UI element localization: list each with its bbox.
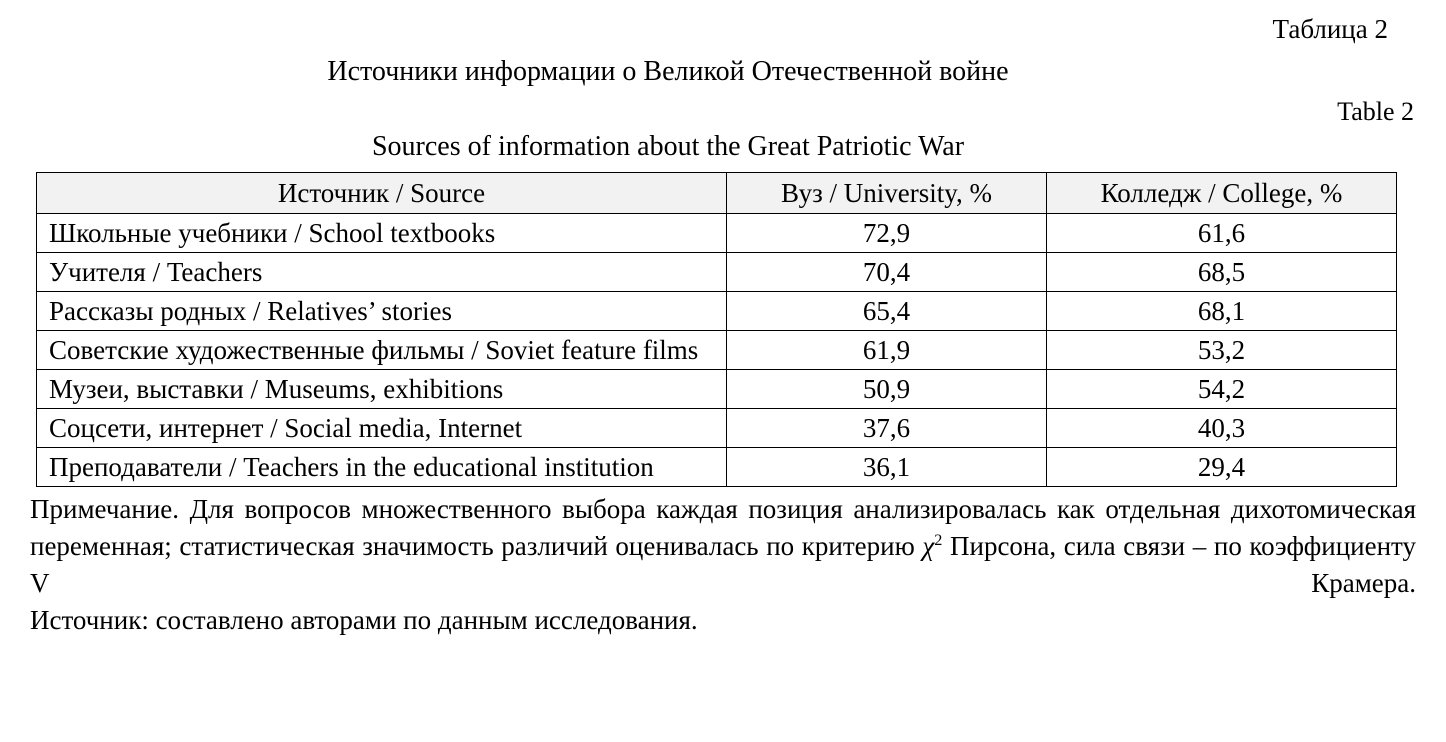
table-label-ru: Таблица 2 <box>1272 14 1388 44</box>
cell-source: Музеи, выставки / Museums, exhibitions <box>37 370 727 409</box>
cell-source: Соцсети, интернет / Social media, Internet <box>37 409 727 448</box>
cell-college: 68,5 <box>1047 253 1397 292</box>
table-header-row <box>37 173 1397 214</box>
cell-college: 68,1 <box>1047 292 1397 331</box>
table-label-en: Table 2 <box>1337 97 1414 126</box>
table-row <box>37 214 1397 253</box>
note-prefix-text: Примечание. Для вопросов множественного выбора каждая позиция анализировалась как отдельная дихотомическая переменная; статистическая значимость различий оценивалась по критерию <box>30 494 1416 561</box>
cell-university: 70,4 <box>727 253 1047 292</box>
cell-college: 54,2 <box>1047 370 1397 409</box>
column-header-university: Вуз / University, % <box>727 173 1047 214</box>
cell-university: 37,6 <box>727 409 1047 448</box>
cell-college: 61,6 <box>1047 214 1397 253</box>
cell-college: 29,4 <box>1047 448 1397 487</box>
table-row <box>37 409 1397 448</box>
table-row <box>37 292 1397 331</box>
table-title-ru: Источники информации о Великой Отечественной войне <box>327 56 1009 87</box>
sources-table <box>36 172 1397 487</box>
cell-source: Учителя / Teachers <box>37 253 727 292</box>
column-header-college: Колледж / College, % <box>1047 173 1397 214</box>
cell-source: Советские художественные фильмы / Soviet feature films <box>37 331 727 370</box>
table-row <box>37 370 1397 409</box>
clipped-top-text <box>28 0 1418 6</box>
cell-university: 36,1 <box>727 448 1047 487</box>
chi-exponent: 2 <box>934 531 943 549</box>
cell-university: 72,9 <box>727 214 1047 253</box>
cell-university: 61,9 <box>727 331 1047 370</box>
cell-university: 65,4 <box>727 292 1047 331</box>
cell-university: 50,9 <box>727 370 1047 409</box>
cell-source: Преподаватели / Teachers in the educational institution <box>37 448 727 487</box>
cell-source: Школьные учебники / School textbooks <box>37 214 727 253</box>
cell-college: 53,2 <box>1047 331 1397 370</box>
table-row <box>37 253 1397 292</box>
table-title-en: Sources of information about the Great Patriotic War <box>371 131 965 162</box>
table-row <box>37 448 1397 487</box>
column-header-source: Источник / Source <box>37 173 727 214</box>
source-note: Источник: составлено авторами по данным исследования. <box>30 605 698 635</box>
table-note <box>28 491 1418 602</box>
table-row <box>37 331 1397 370</box>
note-suffix-text: Пирсона, сила связи – по коэффициенту V Крамера. <box>30 531 1416 598</box>
chi-symbol: χ <box>922 531 935 561</box>
cell-source: Рассказы родных / Relatives’ stories <box>37 292 727 331</box>
cell-college: 40,3 <box>1047 409 1397 448</box>
